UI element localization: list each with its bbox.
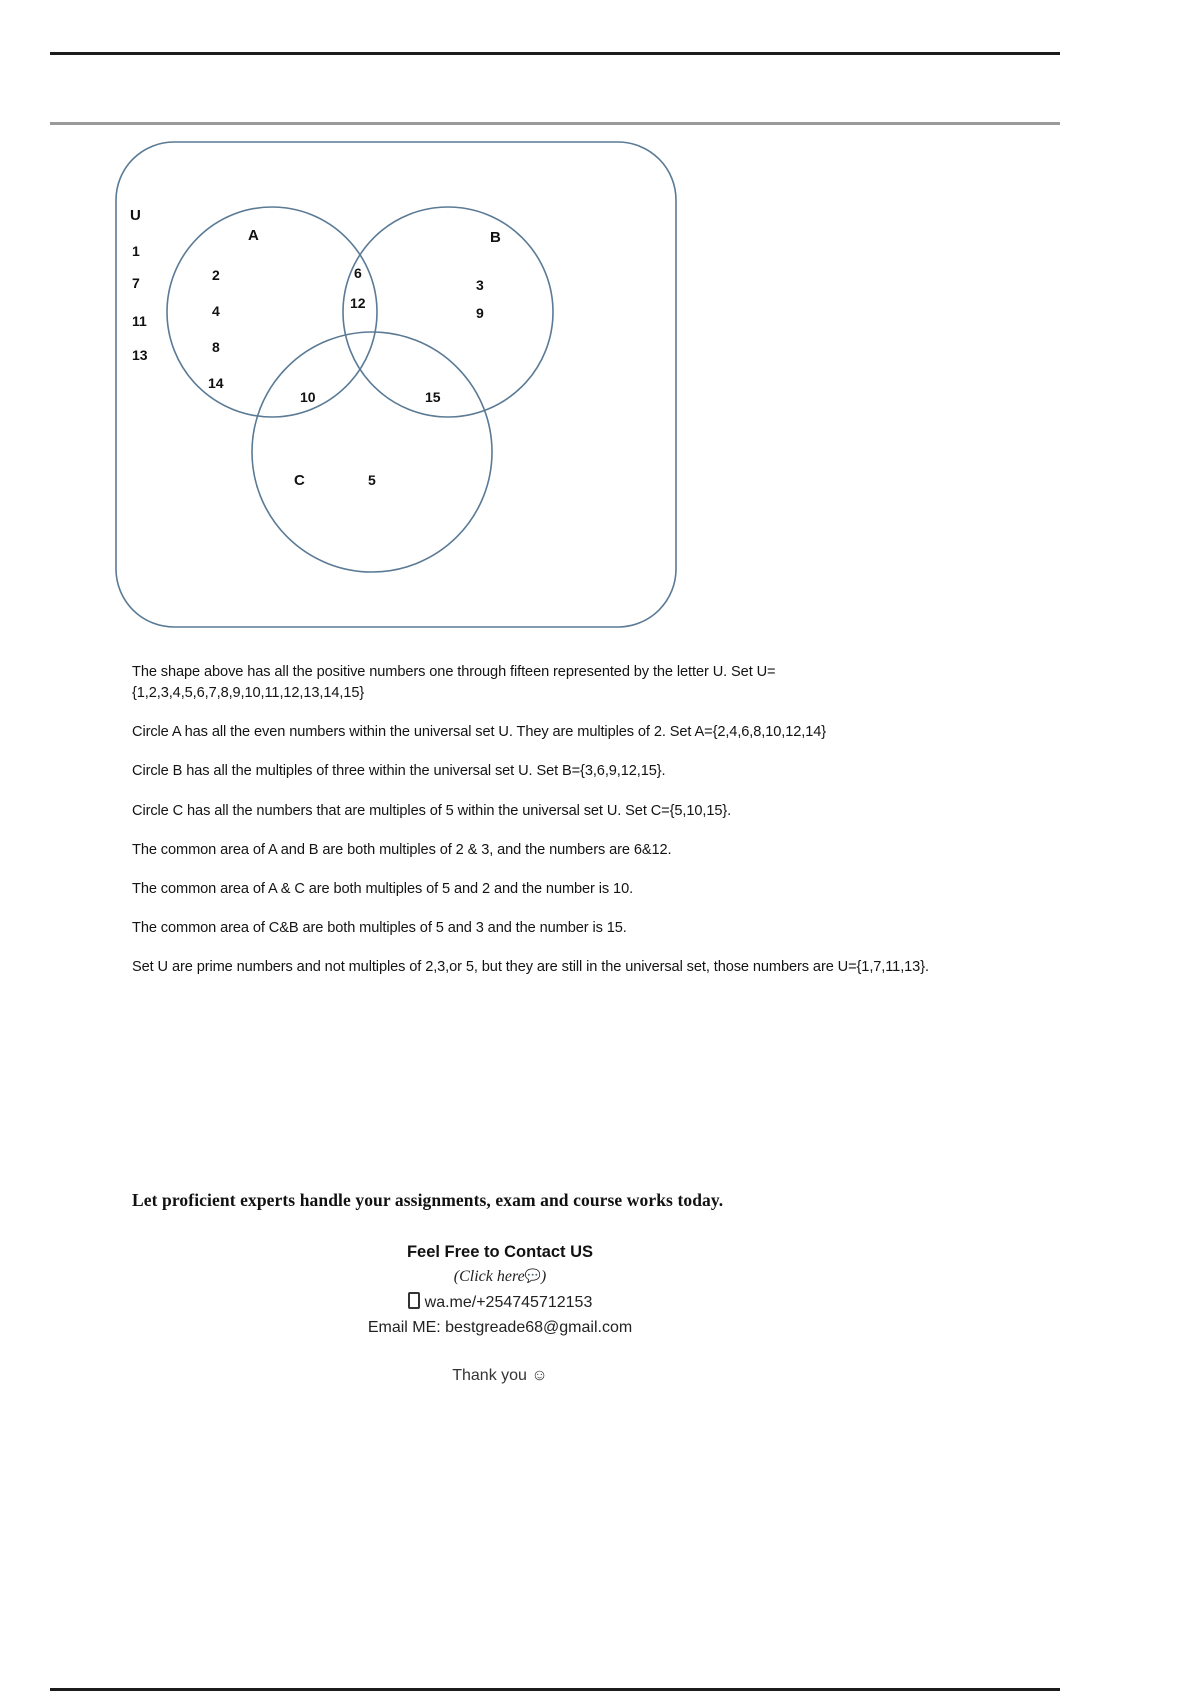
header-rule-dark bbox=[50, 52, 1060, 55]
universe-number-7: 7 bbox=[132, 275, 140, 291]
thank-you-text: Thank you bbox=[452, 1366, 527, 1384]
contact-block bbox=[0, 1240, 1000, 1385]
a-only-number-4: 4 bbox=[212, 303, 220, 319]
smiley-face-icon: ☺ bbox=[531, 1366, 548, 1384]
header-rule-gray bbox=[50, 122, 1060, 125]
thank-you-line bbox=[0, 1367, 1000, 1385]
click-here-line[interactable] bbox=[0, 1265, 1000, 1290]
universe-number-13: 13 bbox=[132, 347, 148, 363]
paragraph-a-and-c: The common area of A & C are both multiples of 5 and 2 and the number is 10. bbox=[132, 880, 634, 897]
c-only-number-5: 5 bbox=[368, 472, 376, 488]
paragraph-primes: Set U are prime numbers and not multiples of 2,3,or 5, but they are still in the universal set, those numbers are U={1,7,11,13}. bbox=[132, 959, 929, 976]
a-only-number-2: 2 bbox=[212, 267, 220, 283]
paragraph-set-a: Circle A has all the even numbers within the universal set U. They are multiples of 2. Set A={2,4,6,8,10,12,14} bbox=[132, 724, 827, 741]
label-b: B bbox=[490, 229, 501, 246]
label-a: A bbox=[248, 227, 259, 244]
b-and-c-number-15: 15 bbox=[425, 389, 441, 405]
explanation-text bbox=[132, 662, 932, 996]
universe-number-1: 1 bbox=[132, 243, 140, 259]
a-and-b-number-6: 6 bbox=[354, 265, 362, 281]
label-u: U bbox=[130, 207, 141, 224]
b-only-number-3: 3 bbox=[476, 277, 484, 293]
a-and-b-number-12: 12 bbox=[350, 295, 366, 311]
email-line[interactable]: Email ME: bestgreade68@gmail.com bbox=[367, 1319, 633, 1337]
mobile-phone-icon bbox=[408, 1292, 420, 1309]
paragraph-a-and-b: The common area of A and B are both multiples of 2 & 3, and the numbers are 6&12. bbox=[132, 841, 672, 858]
promo-tagline: Let proficient experts handle your assignments, exam and course works today. bbox=[132, 1190, 724, 1210]
a-and-c-number-10: 10 bbox=[300, 389, 316, 405]
footer-rule-dark bbox=[50, 1688, 1060, 1691]
universal-set-boundary bbox=[116, 142, 676, 627]
venn-diagram bbox=[100, 130, 700, 640]
click-here-suffix: ) bbox=[540, 1267, 547, 1285]
paragraph-set-b: Circle B has all the multiples of three within the universal set U. Set B={3,6,9,12,15}. bbox=[132, 763, 666, 780]
whatsapp-link-text: wa.me/+254745712153 bbox=[424, 1293, 593, 1311]
paragraph-set-c: Circle C has all the numbers that are multiples of 5 within the universal set U. Set C={5,10,15}. bbox=[132, 802, 732, 819]
b-only-number-9: 9 bbox=[476, 305, 484, 321]
universe-number-11: 11 bbox=[132, 313, 147, 329]
click-here-text: (Click here bbox=[453, 1267, 525, 1285]
paragraph-universal-set: The shape above has all the positive numbers one through fifteen represented by the letter U. Set U={1,2,3,4,5,6,7,8,9,10,11,12,13,14,15} bbox=[132, 664, 776, 702]
contact-heading: Feel Free to Contact US bbox=[406, 1243, 594, 1261]
paragraph-c-and-b: The common area of C&B are both multiples of 5 and 3 and the number is 15. bbox=[132, 920, 627, 937]
speech-bubble-icon: 💬 bbox=[524, 1267, 541, 1283]
circle-c bbox=[252, 332, 492, 572]
circle-b bbox=[343, 207, 553, 417]
whatsapp-line[interactable] bbox=[0, 1290, 1000, 1316]
a-only-number-8: 8 bbox=[212, 339, 220, 355]
a-only-number-14: 14 bbox=[208, 375, 224, 391]
label-c: C bbox=[294, 472, 305, 489]
